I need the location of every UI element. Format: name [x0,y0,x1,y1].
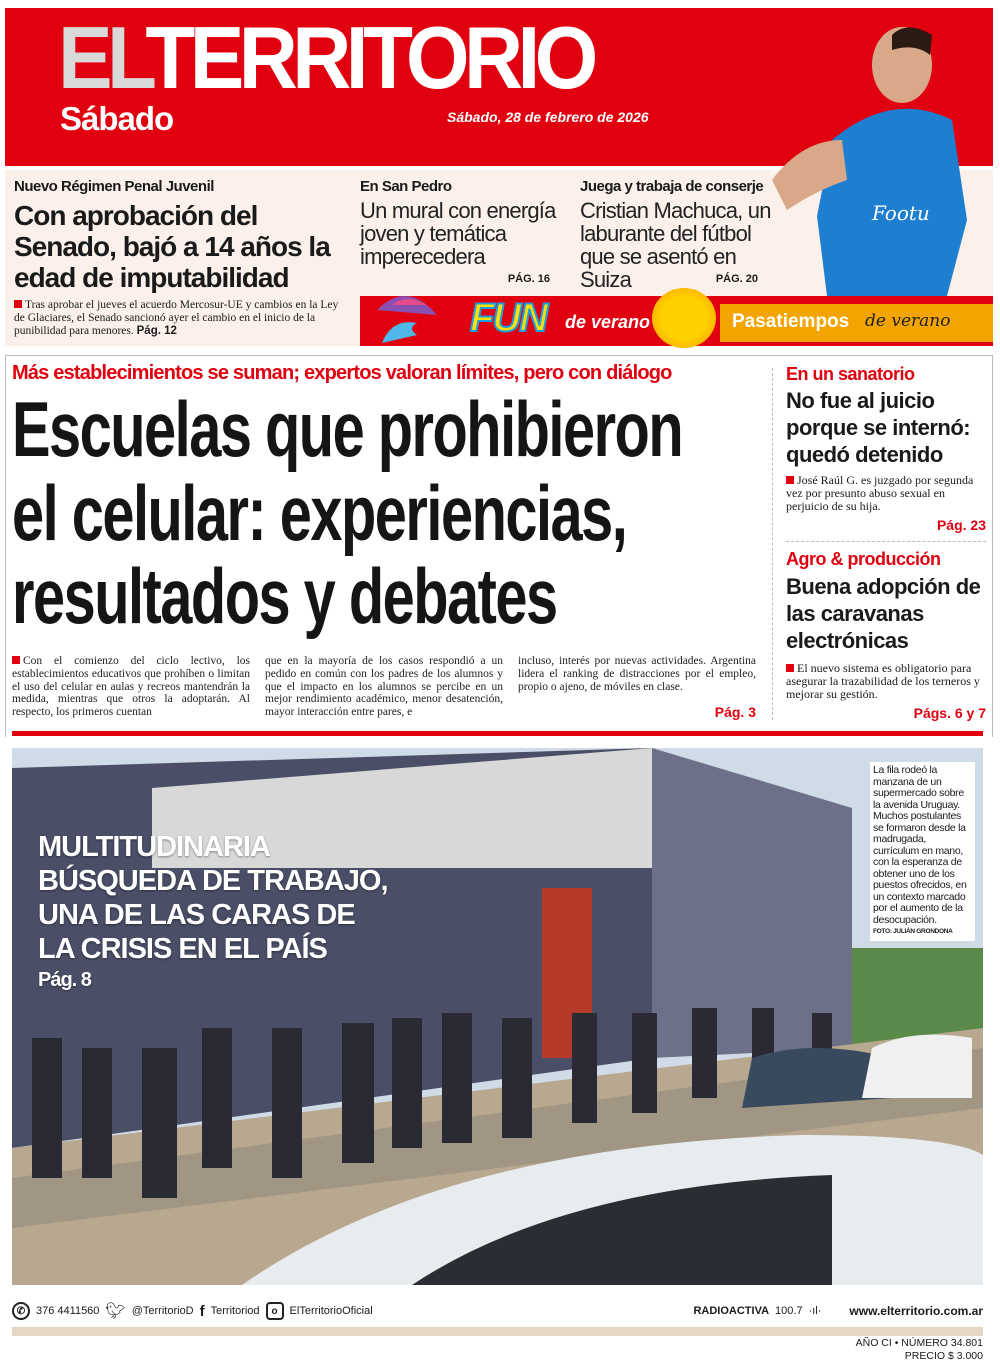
page-ref: Pág. 23 [936,517,986,533]
instagram-icon[interactable]: o [266,1302,284,1320]
main-headline-line[interactable]: el celular: experiencias, [12,469,627,557]
story-summary: Tras aprobar el jueves el acuerdo Mercosur-UE y cambios en la Ley de Glaciares, el Senado sancionó ayer el cambio en el inicio de la punibilidad para menores. [14,299,339,337]
sun-icon [652,288,716,348]
pasatiempos-script: de verano [865,311,951,331]
issue-info [856,1337,983,1363]
column-divider [772,368,773,720]
job-queue-photo[interactable] [12,748,983,1285]
photo-credit: FOTO: JULIÁN GRONDONA [873,928,953,935]
svg-text:Footu: Footu [872,201,930,225]
player-photo [772,20,972,296]
lead-promo-story[interactable] [14,178,349,338]
main-kicker: Más establecimientos se suman; expertos valoran límites, pero con diálogo [12,362,672,384]
photo-caption: La fila rodeó la manzana de un supermercado sobre la avenida Uruguay. Muchos postulantes se formaron desde la madrugada, currículum en mano, con la esperanza de obtener uno de los puestos ofrecidos, en un contexto marcado por el aumento de la desocupación. FOTO: JULIÁN GRONDONA [870,762,975,941]
main-headline-line[interactable]: resultados y debates [12,552,557,640]
promo-story-machuca[interactable] [580,178,780,292]
story-kicker: En un sanatorio [786,364,915,384]
beach-umbrella-icon [372,285,452,345]
divider [786,541,986,542]
page-ref: Págs. 6 y 7 [913,705,986,721]
twitter-handle[interactable]: @TerritorioD [131,1305,194,1317]
story-headline[interactable]: No fue al juicio porque se internó: quedó detenido [786,388,971,467]
story-headline[interactable]: Un mural con energía joven y temática imperecedera [360,198,556,269]
edition-label: Sábado [60,100,174,137]
fun-logo: FUN [470,296,547,340]
bullet-icon [14,300,22,308]
story-kicker: En San Pedro [360,178,452,195]
photo-overlay-headline[interactable]: MULTITUDINARIA BÚSQUEDA DE TRABAJO, UNA DE LAS CARAS DE LA CRISIS EN EL PAÍS Pág. 8 [38,830,388,994]
footer-rule [12,1327,983,1336]
page-ref: Pág. 12 [136,325,177,337]
issue-date: Sábado, 28 de febrero de 2026 [447,109,649,125]
main-headline-line[interactable]: Escuelas que prohibieron [12,385,683,473]
page-ref: PÁG. 20 [715,273,758,285]
main-body-col-2: que en la mayoría de los casos respondió a un pedido en común con los padres de los alumnos y que el impacto en los alumnos se percibe en un mejor rendimiento académico, menor desatención, mayor interacción entre pares, e [265,655,503,719]
issue-number: AÑO CI • NÚMERO 34.801 [855,1337,983,1349]
fun-subtitle: de verano [565,312,651,332]
instagram-handle[interactable]: ElTerritorioOficial [289,1305,373,1317]
price: PRECIO $ 3.000 [904,1350,983,1362]
main-body-col-1: Con el comienzo del ciclo lectivo, los establecimientos educativos que prohíben o limitan el uso del celular en aulas y recreos mantendrán la medida, mientras que otros la adoptarán. Al respecto, los primeros cuentan [12,655,250,719]
promo-story-mural[interactable] [360,178,565,285]
side-story-sanatorio[interactable] [786,364,986,533]
footer-bar [12,1300,983,1322]
story-kicker: Juega y trabaja de conserje [580,178,764,195]
whatsapp-icon[interactable]: ✆ [12,1302,30,1320]
side-story-agro[interactable] [786,549,986,721]
page-ref: PÁG. 16 [507,273,550,285]
story-kicker: Nuevo Régimen Penal Juvenil [14,178,214,195]
facebook-icon[interactable]: f [199,1302,205,1320]
pasatiempos-label: Pasatiempos [732,311,850,332]
story-headline[interactable]: Cristian Machuca, un laburante del fútbol que se asentó en Suiza [580,198,771,292]
main-page-ref: Pág. 3 [714,704,756,720]
story-kicker: Agro & producción [786,549,941,569]
website-link[interactable]: www.elterritorio.com.ar [849,1304,983,1318]
facebook-handle[interactable]: Territoriod [210,1305,260,1317]
radio-name[interactable]: RADIOACTIVA [693,1305,770,1317]
story-summary: El nuevo sistema es obligatorio para asegurar la trazabilidad de los terneros y mejorar su gestión. [786,661,980,701]
whatsapp-number[interactable]: 376 4411560 [36,1305,100,1317]
twitter-icon[interactable]: 🐦︎ [105,1303,126,1320]
radio-frequency: 100.7 [775,1305,803,1317]
logo[interactable]: ELTERRITORIO [58,8,593,107]
story-headline[interactable]: Buena adopción de las caravanas electrónicas [786,574,981,653]
main-body-col-3: incluso, interés por nuevas actividades. Argentina lidera el ranking de distracciones por el empleo, propio o ajeno, de móviles en clase. [518,655,756,693]
page-ref: Pág. 8 [38,969,91,991]
story-summary: José Raúl G. es juzgado por segunda vez por presunto abuso sexual en perjuicio de su hija. [786,473,974,513]
audio-wave-icon: ·ıl· [808,1305,822,1317]
story-headline[interactable]: Con aprobación del Senado, bajó a 14 años la edad de imputabilidad [14,200,330,293]
red-rule [12,731,983,736]
